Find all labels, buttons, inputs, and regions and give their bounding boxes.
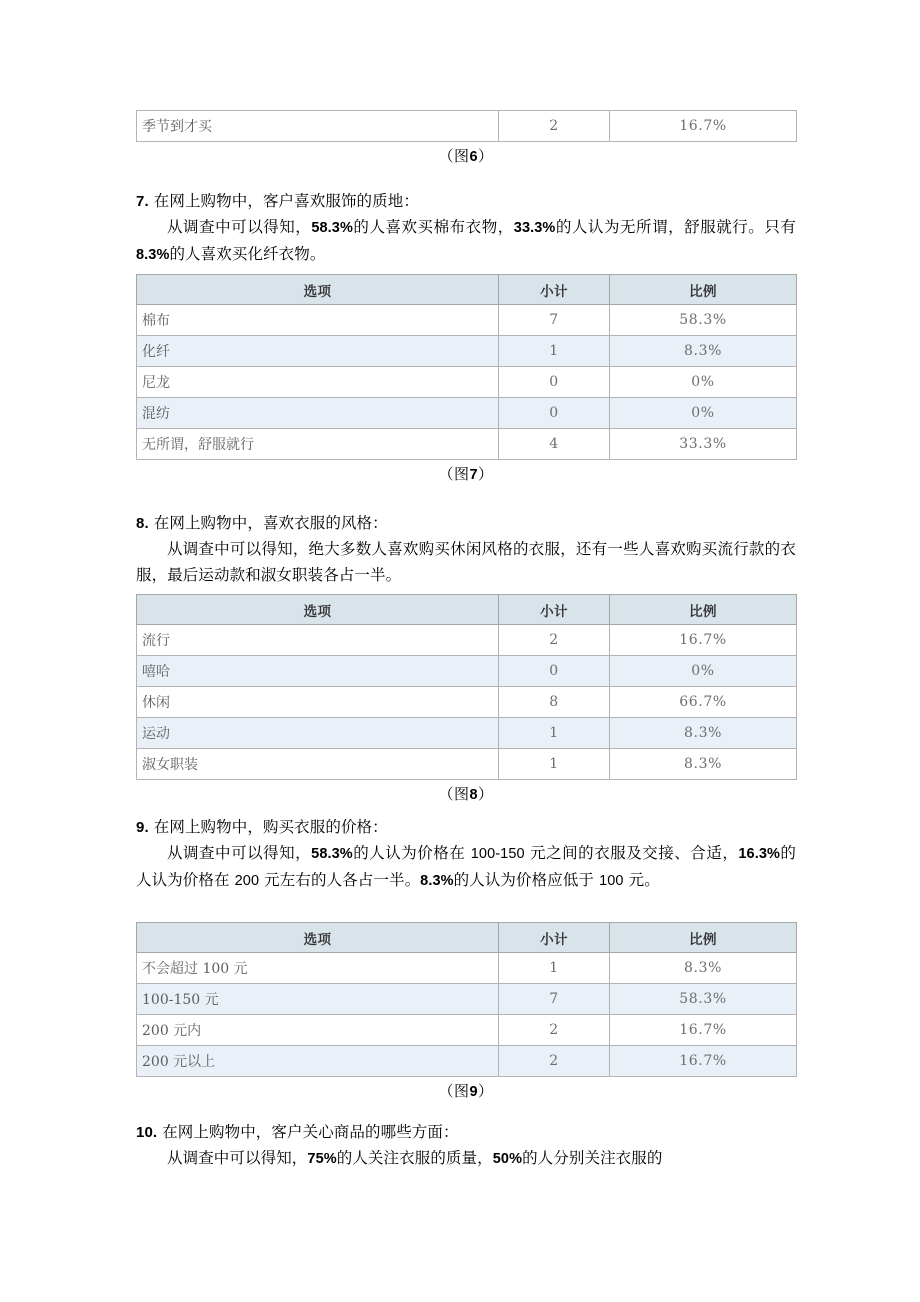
cell-count: 2: [499, 111, 610, 142]
top-spacer: [136, 0, 796, 110]
caption-suffix: ）: [478, 785, 494, 803]
spacer: [136, 171, 796, 189]
header-option: 选项: [137, 275, 499, 305]
caption-number: 9: [469, 1084, 479, 1100]
caption-prefix: （图: [438, 147, 470, 165]
cell-percent: 16.7%: [610, 1015, 797, 1046]
caption-number: 6: [469, 149, 479, 165]
cell-option: 棉布: [137, 305, 499, 336]
cell-percent: 16.7%: [610, 111, 797, 142]
section-8-body: 从调查中可以得知，绝大多数人喜欢购买休闲风格的衣服，还有一些人喜欢购买流行款的衣服，最后运动款和淑女职装各占一半。: [136, 540, 796, 584]
section-9-title: 在网上购物中，购买衣服的价格：: [153, 818, 388, 836]
table-row: [137, 656, 797, 687]
highlight-number: 75%: [307, 1151, 337, 1167]
caption-number: 7: [469, 467, 479, 483]
section-9-body: [136, 840, 796, 894]
spacer: [136, 894, 796, 922]
caption-suffix: ）: [478, 1082, 494, 1100]
section-7-heading: [136, 189, 796, 214]
cell-percent: 8.3%: [610, 718, 797, 749]
cell-option: 化纤: [137, 336, 499, 367]
section-7-body: [136, 214, 796, 268]
table-figure-8: [136, 594, 797, 780]
cell-option: 200 元以上: [137, 1046, 499, 1077]
cell-count: 7: [499, 305, 610, 336]
caption-suffix: ）: [478, 465, 494, 483]
caption-figure-9: [136, 1077, 796, 1106]
section-7-title: 在网上购物中，客户喜欢服饰的质地：: [153, 192, 419, 210]
text-part: 元左右的人各占一半。: [259, 871, 421, 889]
header-percent: 比例: [610, 595, 797, 625]
inline-number: 200: [234, 873, 260, 889]
table-row: [137, 429, 797, 460]
table-row: [137, 687, 797, 718]
text-part: 从调查中可以得知，: [167, 1149, 308, 1167]
caption-figure-7: [136, 460, 796, 489]
cell-option: 不会超过 100 元: [137, 953, 499, 984]
section-9-heading: [136, 815, 796, 840]
text-part: 的人分别关注衣服的: [522, 1149, 663, 1167]
highlight-number: 58.3%: [311, 220, 353, 236]
table-row: [137, 625, 797, 656]
table-row: [137, 749, 797, 780]
cell-option: 运动: [137, 718, 499, 749]
highlight-number: 8.3%: [420, 873, 454, 889]
section-9-number: 9.: [136, 819, 149, 836]
cell-option: 100-150 元: [137, 984, 499, 1015]
table-figure-7: [136, 274, 797, 460]
caption-prefix: （图: [438, 465, 470, 483]
inline-number: 100-150: [470, 846, 525, 862]
cell-percent: 8.3%: [610, 953, 797, 984]
cell-option: 嘻哈: [137, 656, 499, 687]
cell-option: 季节到才买: [137, 111, 499, 142]
header-count: 小计: [499, 595, 610, 625]
cell-percent: 0%: [610, 367, 797, 398]
table-row: [137, 398, 797, 429]
caption-suffix: ）: [478, 147, 494, 165]
highlight-number: 33.3%: [513, 220, 556, 236]
highlight-number: 50%: [492, 1151, 523, 1167]
table-row: [137, 718, 797, 749]
header-percent: 比例: [610, 923, 797, 953]
text-part: 元。: [623, 871, 660, 889]
cell-percent: 0%: [610, 398, 797, 429]
spacer: [136, 489, 796, 511]
cell-percent: 33.3%: [610, 429, 797, 460]
table-row: [137, 367, 797, 398]
header-count: 小计: [499, 275, 610, 305]
header-percent: 比例: [610, 275, 797, 305]
cell-count: 2: [499, 1046, 610, 1077]
cell-percent: 58.3%: [610, 984, 797, 1015]
cell-percent: 8.3%: [610, 336, 797, 367]
cell-count: 1: [499, 749, 610, 780]
spacer: [136, 1106, 796, 1120]
table-header-row: [137, 923, 797, 953]
table-header-row: [137, 595, 797, 625]
cell-count: 2: [499, 625, 610, 656]
table-row: [137, 111, 797, 142]
cell-percent: 0%: [610, 656, 797, 687]
text-part: 元之间的衣服及交接、合适，: [524, 844, 739, 862]
text-part: 从调查中可以得知，: [167, 844, 312, 862]
text-part: 的人关注衣服的质量，: [336, 1149, 493, 1167]
text-part: 的人认为无所谓，舒服就行。只有: [555, 218, 796, 236]
caption-figure-6: [136, 142, 796, 171]
caption-prefix: （图: [438, 785, 470, 803]
cell-option: 淑女职装: [137, 749, 499, 780]
cell-count: 0: [499, 656, 610, 687]
cell-percent: 16.7%: [610, 625, 797, 656]
cell-count: 0: [499, 398, 610, 429]
caption-prefix: （图: [438, 1082, 470, 1100]
cell-count: 1: [499, 336, 610, 367]
highlight-number: 16.3%: [738, 846, 780, 862]
table-row: [137, 1015, 797, 1046]
cell-count: 7: [499, 984, 610, 1015]
cell-count: 8: [499, 687, 610, 718]
section-10-number: 10.: [136, 1124, 158, 1141]
header-option: 选项: [137, 923, 499, 953]
table-figure-9: [136, 922, 797, 1077]
cell-count: 1: [499, 953, 610, 984]
table-row: [137, 953, 797, 984]
text-part: 的人喜欢买化纤衣物。: [169, 245, 326, 263]
section-8-heading: [136, 511, 796, 536]
section-10-heading: [136, 1120, 796, 1145]
highlight-number: 8.3%: [136, 247, 170, 263]
cell-option: 尼龙: [137, 367, 499, 398]
section-8-title: 在网上购物中，喜欢衣服的风格：: [153, 514, 388, 532]
cell-option: 休闲: [137, 687, 499, 718]
section-10-title: 在网上购物中，客户关心商品的哪些方面：: [162, 1123, 459, 1141]
cell-percent: 16.7%: [610, 1046, 797, 1077]
header-count: 小计: [499, 923, 610, 953]
table-header-row: [137, 275, 797, 305]
cell-percent: 8.3%: [610, 749, 797, 780]
text-part: 从调查中可以得知，: [167, 218, 312, 236]
cell-option: 200 元内: [137, 1015, 499, 1046]
highlight-number: 58.3%: [311, 846, 353, 862]
cell-percent: 66.7%: [610, 687, 797, 718]
cell-option: 流行: [137, 625, 499, 656]
inline-number: 100: [599, 873, 624, 889]
caption-figure-8: [136, 780, 796, 809]
cell-count: 1: [499, 718, 610, 749]
table-row: [137, 305, 797, 336]
table-figure-6-continuation: [136, 110, 797, 142]
cell-option: 无所谓，舒服就行: [137, 429, 499, 460]
cell-count: 0: [499, 367, 610, 398]
table-row: [137, 336, 797, 367]
section-7-number: 7.: [136, 193, 149, 210]
caption-number: 8: [469, 787, 479, 803]
cell-percent: 58.3%: [610, 305, 797, 336]
cell-count: 2: [499, 1015, 610, 1046]
header-option: 选项: [137, 595, 499, 625]
cell-option: 混纺: [137, 398, 499, 429]
text-part: 的人认为价格在: [136, 844, 797, 889]
text-part: 的人认为价格在: [352, 844, 471, 862]
table-row: [137, 984, 797, 1015]
text-part: 的人认为价格应低于: [453, 871, 600, 889]
cell-count: 4: [499, 429, 610, 460]
text-part: 的人喜欢买棉布衣物，: [352, 218, 514, 236]
section-10-body: [136, 1145, 796, 1172]
section-8-number: 8.: [136, 515, 149, 532]
page-content: [136, 0, 796, 1172]
table-row: [137, 1046, 797, 1077]
